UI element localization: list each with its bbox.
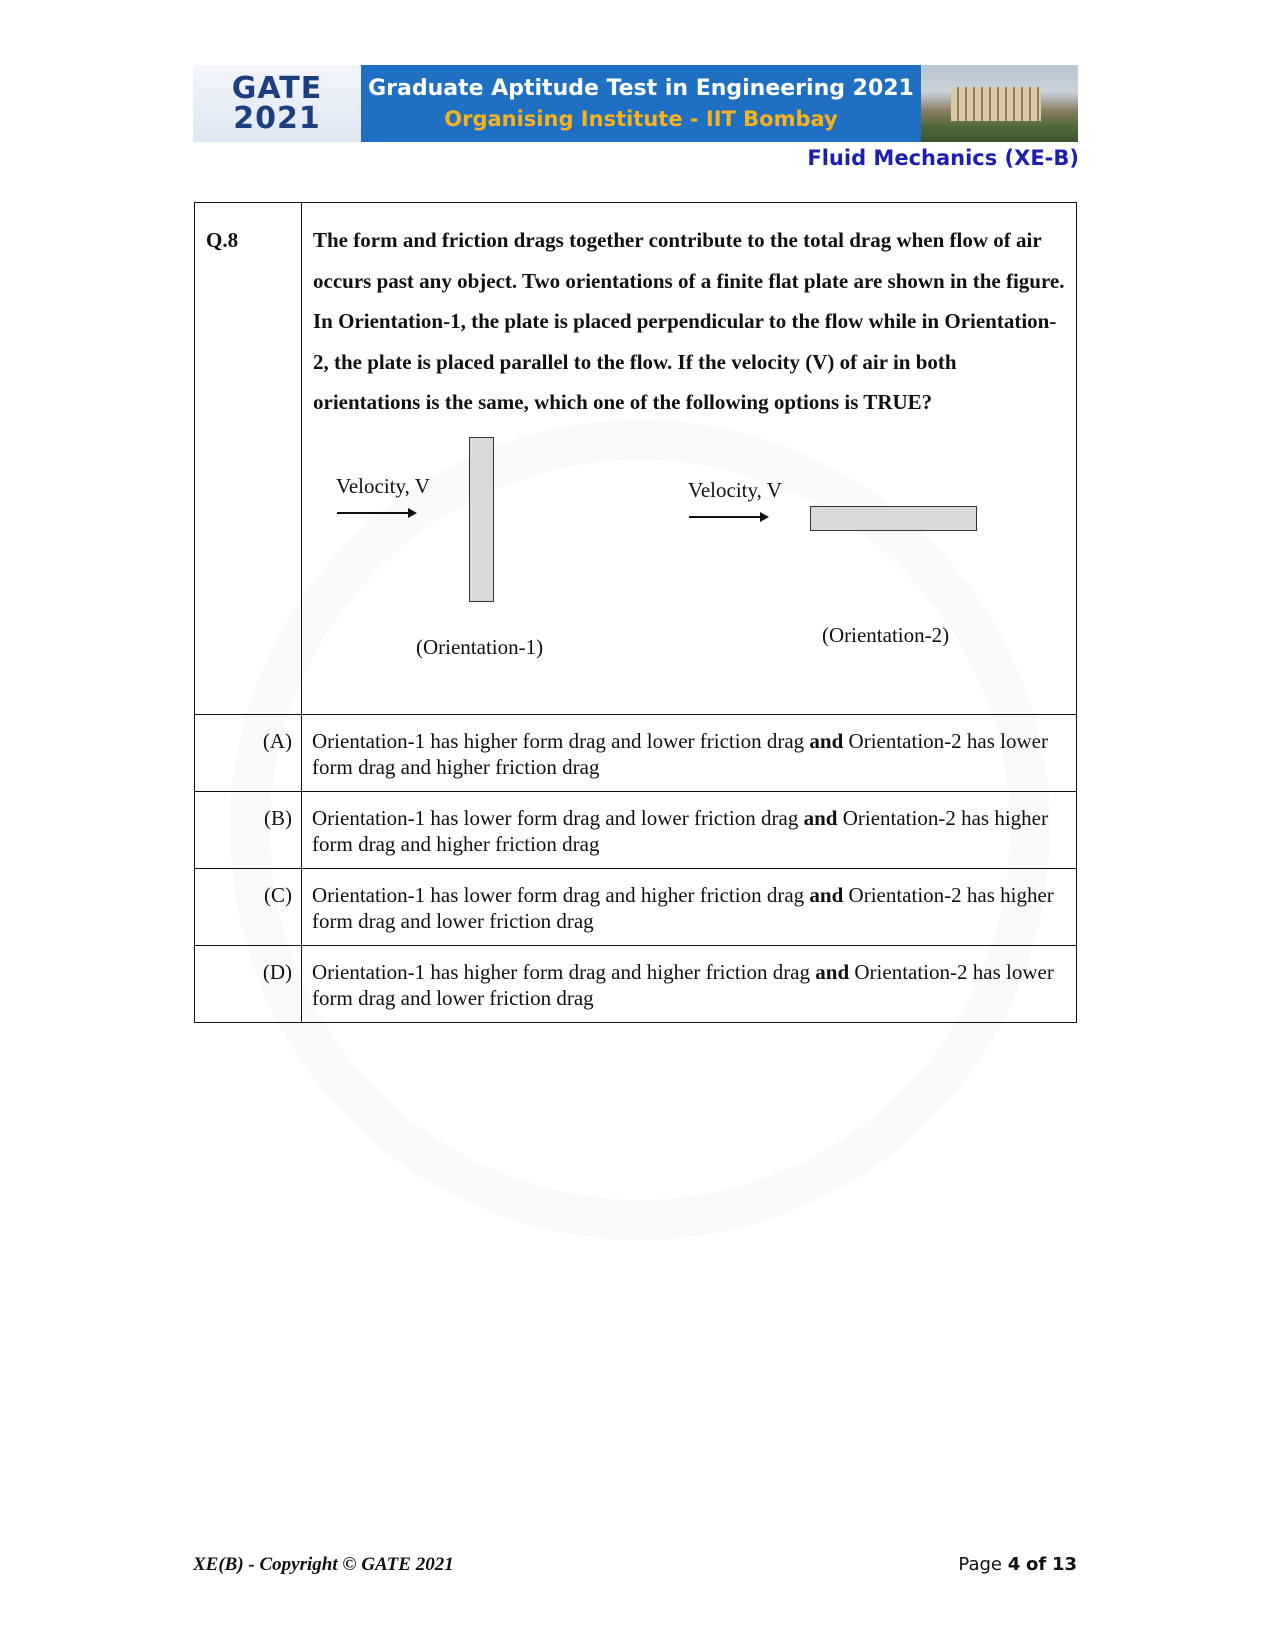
page-current: 4 [1007, 1554, 1021, 1575]
option-text-part2: Orientation-2 has lower form drag and lower friction drag [312, 959, 1054, 1010]
page-total: 13 [1051, 1554, 1077, 1575]
option-text-part1: Orientation-1 has lower form drag and lower friction drag [312, 805, 799, 830]
orientation-2-caption: (Orientation-2) [822, 622, 950, 647]
option-d-text [302, 945, 1077, 1022]
question-text: The form and friction drags together contribute to the total drag when flow of air occurs past any object. Two orientations of a finite flat plate are shown in the figure. In Orientation-1, the plate is placed perpendicular to the flow while in Orientation-2, the plate is placed parallel to the flow. If the velocity (V) of air in both orientations is the same, which one of the following options is TRUE? [313, 228, 1065, 414]
option-joiner: and [809, 728, 844, 753]
gate-logo [193, 65, 361, 142]
vertical-plate [469, 437, 494, 602]
orientation-1-velocity-label: Velocity, V [336, 473, 430, 498]
logo-year: 2021 [233, 100, 321, 136]
option-a-text [302, 714, 1077, 791]
banner-text-block [361, 65, 921, 142]
orientation-2-velocity-label: Velocity, V [688, 477, 782, 502]
option-row-a [195, 714, 1077, 791]
header-banner [193, 65, 1078, 142]
option-text-part2: Orientation-2 has higher form drag and higher friction drag [312, 805, 1048, 856]
option-joiner: and [803, 805, 838, 830]
question-number: Q.8 [206, 228, 239, 252]
option-text-part1: Orientation-1 has higher form drag and lower friction drag [312, 728, 805, 753]
page-of: of [1026, 1554, 1047, 1575]
option-text-part1: Orientation-1 has higher form drag and higher friction drag [312, 959, 811, 984]
option-c-text [302, 868, 1077, 945]
page-number [958, 1554, 1077, 1575]
option-text-part1: Orientation-1 has lower form drag and higher friction drag [312, 882, 805, 907]
orientation-2-flow-arrow [689, 516, 763, 518]
option-b-text [302, 791, 1077, 868]
drag-figure [303, 423, 1075, 713]
question-table [194, 202, 1077, 1023]
question-body-cell [302, 203, 1077, 715]
option-row-b [195, 791, 1077, 868]
option-row-c [195, 868, 1077, 945]
option-text-part2: Orientation-2 has higher form drag and lower friction drag [312, 882, 1054, 933]
option-label: (D) [195, 945, 302, 1022]
question-row [195, 203, 1077, 715]
building-image [951, 87, 1041, 121]
subject-title: Fluid Mechanics (XE-B) [807, 146, 1079, 170]
question-number-cell [195, 203, 302, 715]
banner-subtitle: Organising Institute - IIT Bombay [444, 106, 838, 131]
campus-photo [921, 65, 1078, 142]
option-joiner: and [815, 959, 850, 984]
option-row-d [195, 945, 1077, 1022]
logo-word: GATE [231, 70, 323, 106]
banner-title: Graduate Aptitude Test in Engineering 2021 [368, 75, 914, 101]
orientation-1-caption: (Orientation-1) [416, 634, 544, 659]
page-prefix: Page [958, 1554, 1002, 1575]
option-label: (A) [195, 714, 302, 791]
horizontal-plate [810, 506, 977, 531]
option-label: (B) [195, 791, 302, 868]
option-joiner: and [809, 882, 844, 907]
option-label: (C) [195, 868, 302, 945]
option-text-part2: Orientation-2 has lower form drag and higher friction drag [312, 728, 1048, 779]
orientation-1-flow-arrow [337, 512, 411, 514]
footer-copyright: XE(B) - Copyright © GATE 2021 [193, 1554, 454, 1575]
